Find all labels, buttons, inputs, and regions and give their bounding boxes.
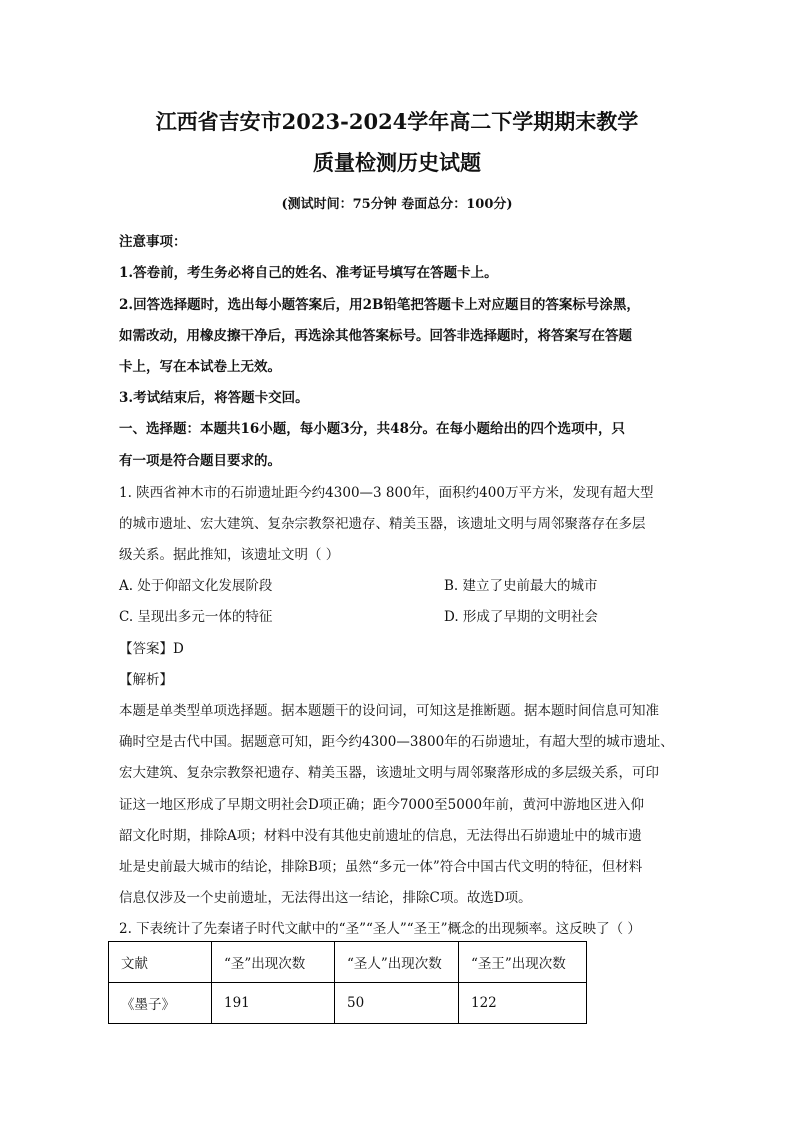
table-header-cell: “圣王”出现次数 (459, 942, 587, 983)
section-heading: 一、选择题：本题共16小题，每小题3分，共48分。在每小题给出的四个选项中，只 (119, 421, 625, 437)
section-heading: 有一项是符合题目要求的。 (119, 453, 281, 469)
analysis-line: 本题是单类型单项选择题。据本题题干的设问词，可知这是推断题。据本题时间信息可知准 (119, 703, 659, 719)
table-cell: 50 (335, 983, 459, 1024)
table-cell: 122 (459, 983, 587, 1024)
frequency-table (108, 941, 587, 1024)
question-1-stem: 的城市遗址、宏大建筑、复杂宗教祭祀遗存、精美玉器，该遗址文明与周邻聚落存在多层 (119, 516, 646, 532)
table-row (109, 983, 587, 1024)
analysis-line: 确时空是古代中国。据题意可知，距今约4300—3800年的石峁遗址，有超大型的城市遗址、 (119, 734, 674, 750)
analysis-line: 证这一地区形成了早期文明社会D项正确；距今7000至5000年前，黄河中游地区进入仰 (119, 797, 645, 813)
table-cell: 191 (212, 983, 335, 1024)
analysis-line: 信息仅涉及一个史前遗址，无法得出这一结论，排除C项。故选D项。 (119, 890, 532, 906)
question-1-stem: 1. 陕西省神木市的石峁遗址距今约4300—3 800年，面积约400万平方米，发现有超大型 (119, 485, 654, 501)
option-c: C. 呈现出多元一体的特征 (119, 609, 273, 625)
notice-item: 如需改动，用橡皮擦干净后，再选涂其他答案标号。回答非选择题时，将答案写在答题 (119, 328, 632, 344)
notice-item: 3.考试结束后，将答题卡交回。 (119, 390, 309, 406)
document-title-line-2: 质量检测历史试题 (313, 150, 481, 175)
notice-heading: 注意事项： (119, 234, 187, 250)
analysis-line: 址是史前最大城市的结论，排除B项；虽然“多元一体”符合中国古代文明的特征，但材料 (119, 859, 643, 875)
notice-item: 1.答卷前，考生务必将自己的姓名、准考证号填写在答题卡上。 (119, 265, 498, 281)
table-header-cell: “圣”出现次数 (212, 942, 335, 983)
notice-item: 卡上，写在本试卷上无效。 (119, 359, 281, 375)
question-2-stem: 2. 下表统计了先秦诸子时代文献中的“圣”“圣人”“圣王”概念的出现频率。这反映了（ ） (119, 921, 641, 937)
answer-label: 【答案】D (119, 641, 184, 657)
option-b: B. 建立了史前最大的城市 (444, 578, 598, 594)
table-cell: 《墨子》 (109, 983, 212, 1024)
exam-info: (测试时间：75分钟 卷面总分：100分) (281, 197, 513, 212)
question-1-stem: 级关系。据此推知，该遗址文明（ ） (119, 547, 340, 563)
table-header-row (109, 942, 587, 983)
table-header-cell: “圣人”出现次数 (335, 942, 459, 983)
analysis-line: 韶文化时期，排除A项；材料中没有其他史前遗址的信息，无法得出石峁遗址中的城市遗 (119, 828, 642, 844)
analysis-line: 宏大建筑、复杂宗教祭祀遗存、精美玉器，该遗址文明与周邻聚落形成的多层级关系，可印 (119, 765, 659, 781)
option-d: D. 形成了早期的文明社会 (444, 609, 598, 625)
notice-item: 2.回答选择题时，选出每小题答案后，用2B铅笔把答题卡上对应题目的答案标号涂黑， (119, 297, 640, 313)
analysis-heading: 【解析】 (119, 672, 173, 688)
option-a: A. 处于仰韶文化发展阶段 (119, 578, 273, 594)
table-header-cell: 文献 (109, 942, 212, 983)
document-title-line-1: 江西省吉安市2023-2024学年高二下学期期末教学 (155, 109, 639, 134)
